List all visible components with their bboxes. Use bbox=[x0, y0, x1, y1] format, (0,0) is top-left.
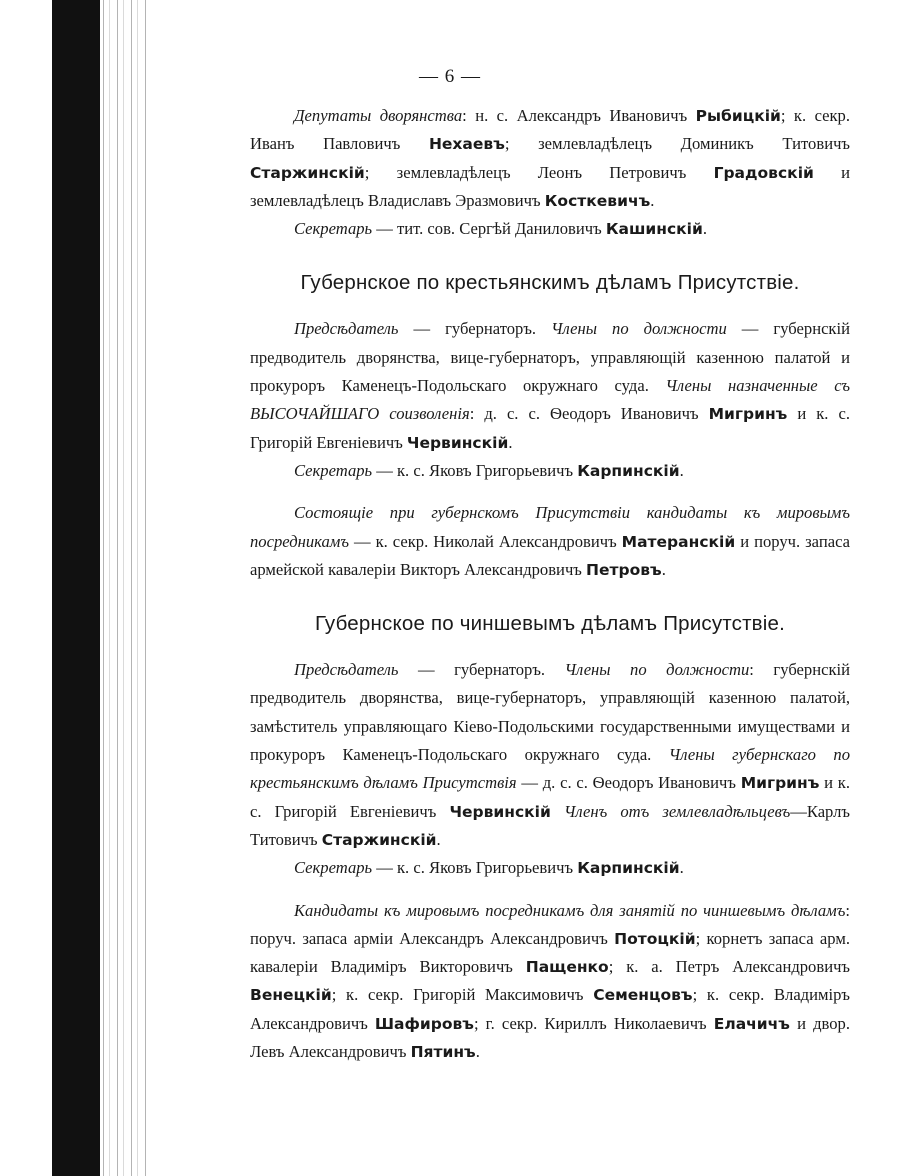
italic-label: Кандидаты къ мировымъ посредникамъ для занятій по чиншевымъ дѣламъ bbox=[294, 900, 846, 920]
italic-label: Секретарь bbox=[294, 460, 373, 480]
section-heading-peasant-affairs: Губернское по крестьянскимъ дѣламъ Присутствіе. bbox=[300, 271, 800, 295]
text-run: — к. с. Яковъ Григорьевичъ bbox=[372, 858, 578, 878]
text-run: ; землевладѣлецъ Леонъ Петровичъ bbox=[364, 162, 714, 182]
peasant-candidates-paragraph bbox=[250, 499, 850, 584]
person-surname: Елачичъ bbox=[713, 1014, 790, 1033]
italic-label: Члены по должности bbox=[551, 319, 727, 339]
text-run: : н. с. Александръ Ивановичъ bbox=[462, 106, 696, 125]
person-surname: Матеранскій bbox=[621, 532, 736, 551]
chinsh-candidates-paragraph bbox=[250, 897, 850, 1067]
text-run: и к. с. Григорій Евгеніевичъ bbox=[250, 404, 850, 452]
person-surname: Нехаевъ bbox=[428, 135, 505, 154]
person-surname: Пащенко bbox=[525, 958, 609, 977]
text-run: . bbox=[436, 829, 441, 849]
page-number: — 6 — bbox=[419, 66, 481, 87]
secretary-paragraph bbox=[250, 215, 850, 243]
person-surname: Старжинскій bbox=[250, 163, 365, 182]
text-run: — к. с. Яковъ Григорьевичъ bbox=[372, 460, 578, 480]
text-run: ; к. а. Петръ Александровичъ bbox=[608, 957, 850, 977]
italic-label: Состоящіе при губернскомъ Присутствіи кандидаты къ мировымъ посредникамъ bbox=[250, 503, 850, 551]
text-run: и к. с. Григорій Евгеніевичъ bbox=[250, 773, 850, 821]
text-run: ; к. секр. Иванъ Павловичъ bbox=[250, 106, 851, 154]
text-run: —Карлъ Титовичъ bbox=[250, 801, 850, 849]
person-surname: Червинскій bbox=[406, 433, 509, 452]
page-edge-texture bbox=[100, 0, 146, 1176]
text-run: . bbox=[475, 1042, 480, 1062]
italic-label: Члены назначенные съ ВЫСОЧАЙШАГО соизволенія bbox=[250, 376, 850, 424]
text-run: и землевладѣлецъ Владиславъ Эразмовичъ bbox=[250, 162, 850, 210]
text-run bbox=[551, 802, 564, 821]
text-run: ; корнетъ запаса арм. кавалеріи Владиміръ Викторовичъ bbox=[250, 928, 850, 977]
italic-label: Депутаты дворянства bbox=[294, 106, 463, 125]
section-heading-chinsh-affairs: Губернское по чиншевымъ дѣламъ Присутствіе. bbox=[314, 612, 786, 636]
text-run: — д. с. с. Ѳеодоръ Ивановичъ bbox=[516, 773, 741, 793]
chinsh-secretary-paragraph bbox=[250, 854, 850, 882]
italic-label: Члены по должности bbox=[564, 660, 750, 680]
text-run: . bbox=[702, 219, 708, 239]
deputies-paragraph bbox=[250, 102, 850, 215]
person-surname: Червинскій bbox=[449, 802, 551, 821]
text-run: : губернскій предводитель дворянства, вице-губернаторъ, управляющій казенною палатой, замѣститель управляющаго Кіево-Подольскими государственными имуществами и прокуроръ Каменецъ-Подольскаго окружнаго суда. bbox=[250, 660, 851, 765]
italic-label: Предсѣдатель bbox=[294, 319, 399, 339]
text-run: — губернскій предводитель дворянства, вице-губернаторъ, управляющій казенною палатой и прокуроръ Каменецъ-Подольскаго окружнаго суда. bbox=[250, 319, 850, 396]
person-surname: Карпинскій bbox=[577, 461, 680, 480]
italic-label: Секретарь bbox=[294, 858, 373, 878]
person-surname: Косткевичъ bbox=[544, 191, 651, 210]
peasant-secretary-paragraph bbox=[250, 457, 850, 485]
person-surname: Рыбицкій bbox=[695, 107, 781, 125]
peasant-chair-members-paragraph bbox=[250, 315, 850, 456]
italic-label: Предсѣдатель bbox=[294, 660, 399, 680]
person-surname: Потоцкій bbox=[614, 929, 696, 948]
person-surname: Семенцовъ bbox=[593, 986, 693, 1005]
text-run: ; землевладѣлецъ Доминикъ Титовичъ bbox=[504, 134, 850, 154]
person-surname: Мигринъ bbox=[708, 405, 788, 424]
text-run: — губернаторъ. bbox=[398, 319, 552, 339]
text-run: : д. с. с. Ѳеодоръ Ивановичъ bbox=[469, 404, 709, 424]
text-run: — к. секр. Николай Александровичъ bbox=[348, 531, 622, 551]
person-surname: Венецкій bbox=[250, 986, 332, 1005]
text-run: : поруч. запаса арміи Александръ Александровичъ bbox=[250, 900, 850, 948]
person-surname: Шафировъ bbox=[374, 1014, 474, 1033]
person-surname: Градовскій bbox=[713, 163, 814, 182]
text-run: . bbox=[508, 432, 513, 452]
text-run: . bbox=[650, 190, 655, 210]
text-run: ; к. секр. Владиміръ Александровичъ bbox=[250, 985, 850, 1033]
person-surname: Кашинскій bbox=[605, 220, 703, 239]
chinsh-chair-members-paragraph bbox=[250, 656, 850, 854]
person-surname: Петровъ bbox=[586, 560, 662, 579]
text-run: ; к. секр. Григорій Максимовичъ bbox=[331, 985, 594, 1005]
text-run: и поруч. запаса армейской кавалеріи Викторъ Александровичъ bbox=[250, 531, 850, 579]
person-surname: Пятинъ bbox=[410, 1043, 476, 1062]
person-surname: Карпинскій bbox=[577, 859, 680, 878]
italic-label: Члены губернскаго по крестьянскимъ дѣламъ Присутствія bbox=[250, 745, 850, 793]
book-spine-shadow bbox=[52, 0, 100, 1176]
text-run: ; г. секр. Кириллъ Николаевичъ bbox=[473, 1013, 714, 1033]
text-run: . bbox=[661, 559, 666, 579]
text-run: и двор. Левъ Александровичъ bbox=[250, 1013, 850, 1062]
italic-label: Секретарь bbox=[294, 219, 373, 239]
person-surname: Старжинскій bbox=[321, 830, 437, 849]
text-run: . bbox=[679, 460, 684, 480]
person-surname: Мигринъ bbox=[740, 774, 820, 793]
text-run: — губернаторъ. bbox=[398, 660, 565, 680]
italic-label: Членъ отъ землевладѣльцевъ bbox=[563, 801, 791, 821]
text-run: . bbox=[679, 858, 684, 878]
page-body bbox=[250, 102, 850, 1066]
text-run: — тит. сов. Сергѣй Даниловичъ bbox=[372, 219, 606, 239]
